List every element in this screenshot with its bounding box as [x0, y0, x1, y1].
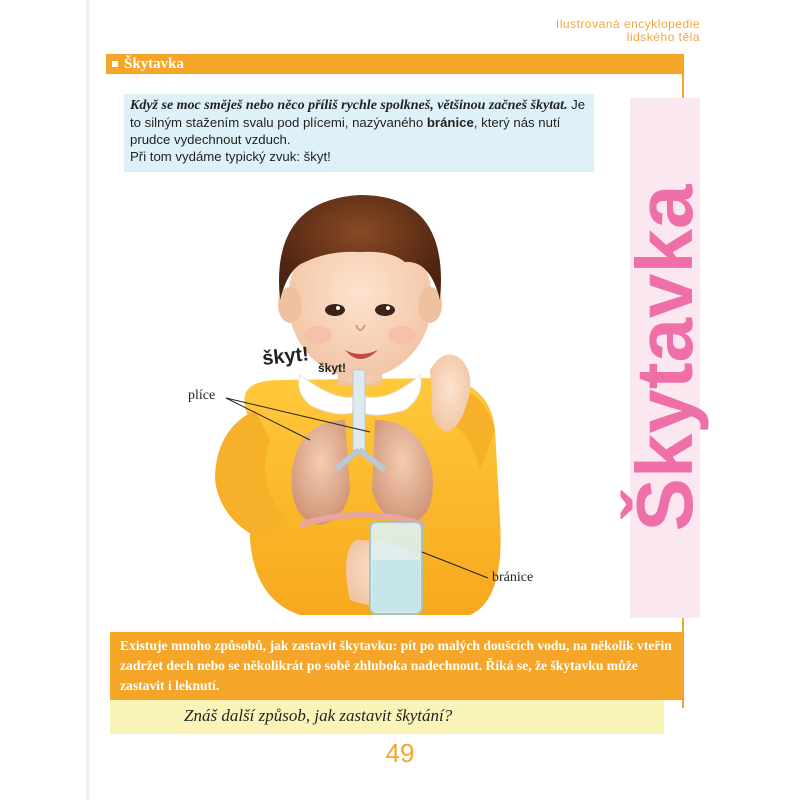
series-title [556, 18, 700, 44]
intro-lead: Když se moc směješ nebo něco příliš rychle spolkneš, většinou začneš škytat. [130, 98, 568, 113]
series-title-line2: lidského těla [626, 30, 700, 44]
sound-effect-small: škyt! [318, 361, 347, 375]
intro-bold-term: bránice [426, 115, 474, 130]
sound-effect-big: škyt! [261, 343, 310, 370]
header-bullet-icon [112, 61, 118, 67]
tips-paragraph: Existuje mnoho způsobů, jak zastavit škytavku: pít po malých doušcích vodu, na několik vteřin zadržet dech nebo se několikrát po sobě zhluboka nadechnout. Říká se, že škytavku může zastavit i leknutí. [110, 632, 684, 700]
child-illustration [180, 170, 640, 630]
question-text: Znáš další způsob, jak zastavit škytání? [184, 706, 453, 725]
intro-line3: Při tom vydáme typický zvuk: škyt! [130, 149, 331, 164]
frame-corner-line [664, 74, 684, 100]
label-diaphragm: bránice [492, 570, 534, 585]
page-number: 49 [385, 738, 415, 768]
series-title-line1: Ilustrovaná encyklopedie [555, 17, 700, 31]
intro-text-part1: Je to silným stažením svalu pod plícemi, nazývaného [130, 97, 586, 130]
vertical-title: Škytavka [620, 184, 709, 532]
section-header-label: Škytavka [124, 56, 185, 72]
intro-text-box [124, 94, 594, 172]
intro-text-part2: , který nás nutí prudce vydechnout vzduch. [130, 115, 561, 147]
section-header-bar [106, 54, 684, 74]
trachea [353, 370, 365, 450]
label-lungs: plíce [188, 388, 216, 403]
